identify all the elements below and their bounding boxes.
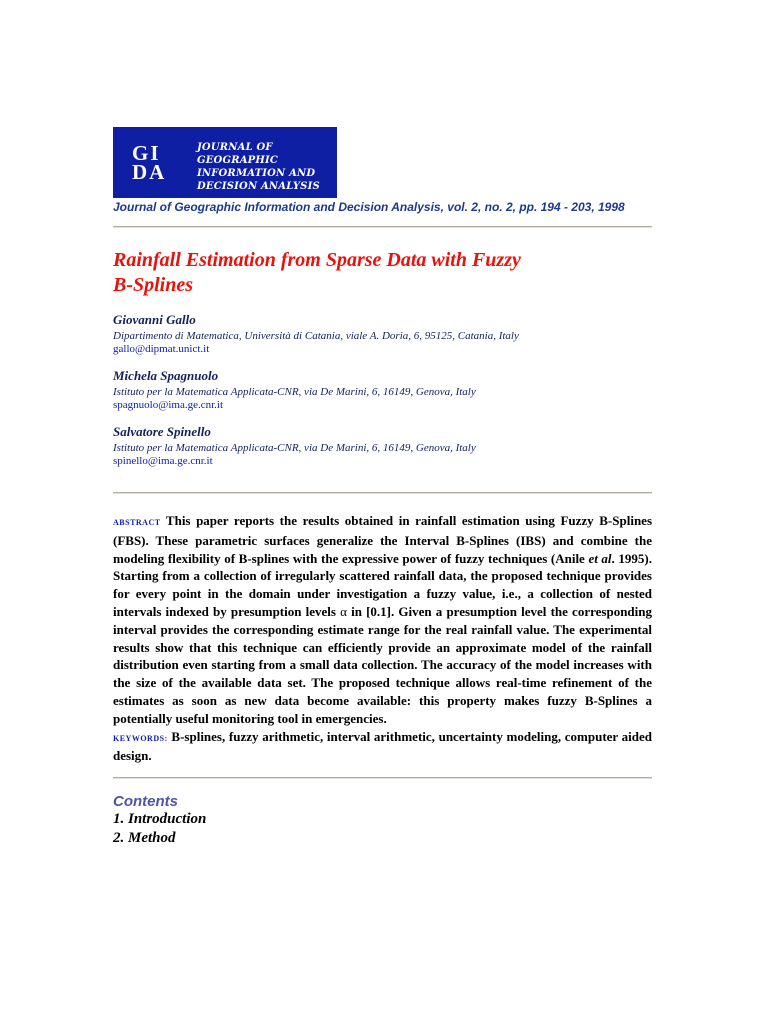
keywords-text: B-splines, fuzzy arithmetic, interval arithmetic, uncertainty modeling, computer aided design. [113,728,652,764]
author-block [113,424,652,467]
author-email-link[interactable]: gallo@dipmat.unict.it [113,343,210,355]
title-line1: Rainfall Estimation from Sparse Data with Fuzzy [113,249,521,271]
logo-text-line2: INFORMATION AND [197,168,316,179]
divider [113,492,652,494]
contents-item-introduction[interactable]: 1. Introduction [113,811,207,828]
keywords-label: KEYWORDS: [113,733,168,743]
abstract-text: in [0.1]. Given a presumption level the corresponding interval provides the corresponding estimate range for the real rainfall value. The experimental results show that this technique can efficiently provide an approximate model of the rainfall distribution even starting from a small data collection. The accuracy of the model increases with the size of the available data set. The proposed technique allows real-time refinement of the estimates as soon as new data become available: this property makes fuzzy B-Splines a potentially useful monitoring tool in emergencies. [113,603,652,726]
divider [113,777,652,779]
author-affiliation: Istituto per la Matematica Applicata-CNR, via De Marini, 6, 16149, Genova, Italy [113,386,476,398]
author-email-link[interactable]: spinello@ima.ge.cnr.it [113,455,213,467]
author-block [113,368,652,411]
abstract-text: . 1995). Starting from a collection of irregularly scattered rainfall data, the proposed technique provides for every point in the domain under investigation a fuzzy value, i.e., a collection of nested intervals indexed by presumption levels [113,550,652,619]
logo-wordmark [197,141,333,193]
journal-logo [113,127,337,198]
abstract-label: ABSTRACT [113,518,161,527]
author-affiliation: Istituto per la Matematica Applicata-CNR, via De Marini, 6, 16149, Genova, Italy [113,442,476,454]
logo-mark [132,141,167,184]
abstract-text: This paper reports the results obtained in rainfall estimation using Fuzzy B-Splines (FBS). These parametric surfaces generalize the Interval B-Splines (IBS) and combine the modeling flexibility of B-splines with the expressive power of fuzzy techniques (Anile [113,513,652,566]
author-name: Salvatore Spinello [113,424,211,439]
author-affiliation: Dipartimento di Matematica, Università di Catania, viale A. Doria, 6, 95125, Catania, Italy [113,330,519,342]
author-name: Michela Spagnuolo [113,368,219,383]
journal-citation: Journal of Geographic Information and Decision Analysis, vol. 2, no. 2, pp. 194 - 203, 1998 [113,200,625,214]
article-title [113,248,652,298]
contents-item-method[interactable]: 2. Method [113,830,176,847]
logo-mark-line1: GI [132,141,161,165]
contents-heading: Contents [113,793,178,811]
author-name: Giovanni Gallo [113,312,196,327]
author-block [113,312,652,355]
abstract-etal: et al [588,550,612,566]
logo-text-line3: DECISION ANALYSIS [197,181,320,192]
abstract [113,512,652,765]
author-email-link[interactable]: spagnuolo@ima.ge.cnr.it [113,399,224,411]
logo-text-line1: JOURNAL OF GEOGRAPHIC [197,142,279,166]
title-line2: B-Splines [113,274,194,296]
logo-mark-line2: DA [132,160,167,184]
article-page [113,127,652,848]
alpha-symbol: α [340,603,347,619]
divider [113,226,652,228]
